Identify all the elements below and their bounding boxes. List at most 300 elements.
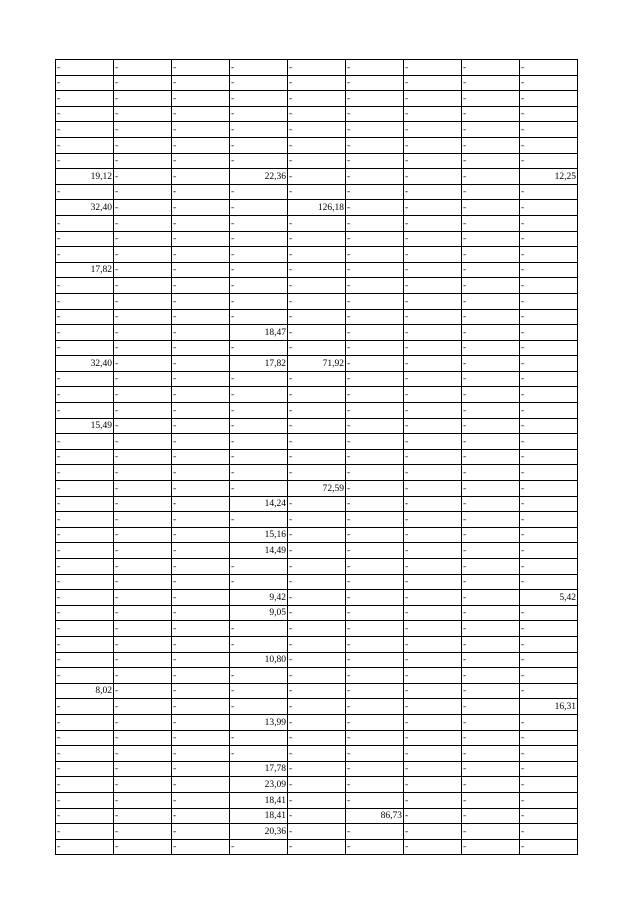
table-cell[interactable]: - <box>114 761 172 777</box>
table-cell[interactable]: - <box>346 262 404 278</box>
table-cell[interactable]: - <box>114 91 172 107</box>
table-cell[interactable]: - <box>230 153 288 169</box>
table-cell[interactable]: - <box>288 184 346 200</box>
table-cell[interactable]: - <box>56 590 114 606</box>
table-cell[interactable]: - <box>56 371 114 387</box>
table-cell[interactable]: - <box>520 730 578 746</box>
table-cell[interactable]: - <box>520 668 578 684</box>
table-cell[interactable]: - <box>114 122 172 138</box>
table-cell[interactable]: - <box>172 60 230 76</box>
table-cell[interactable]: - <box>230 106 288 122</box>
table-cell[interactable]: - <box>462 200 520 216</box>
table-cell[interactable]: - <box>56 91 114 107</box>
table-cell[interactable]: - <box>288 278 346 294</box>
table-cell[interactable]: - <box>288 590 346 606</box>
table-cell[interactable]: - <box>404 527 462 543</box>
table-cell[interactable]: - <box>288 683 346 699</box>
table-cell[interactable]: - <box>172 371 230 387</box>
table-cell[interactable]: - <box>520 293 578 309</box>
table-cell[interactable]: - <box>288 60 346 76</box>
table-cell[interactable]: - <box>462 153 520 169</box>
table-cell[interactable]: - <box>520 496 578 512</box>
table-cell[interactable]: - <box>462 371 520 387</box>
table-cell[interactable]: - <box>56 325 114 341</box>
table-cell[interactable]: - <box>230 403 288 419</box>
table-cell[interactable]: - <box>56 496 114 512</box>
table-cell[interactable]: - <box>114 839 172 855</box>
table-cell[interactable]: - <box>56 808 114 824</box>
table-cell[interactable]: - <box>56 278 114 294</box>
table-cell[interactable]: - <box>346 153 404 169</box>
table-cell[interactable]: - <box>288 730 346 746</box>
table-cell[interactable]: - <box>288 777 346 793</box>
table-cell[interactable]: - <box>172 543 230 559</box>
table-cell[interactable]: - <box>520 200 578 216</box>
table-cell[interactable]: - <box>404 792 462 808</box>
table-cell[interactable]: - <box>114 231 172 247</box>
table-cell[interactable]: - <box>56 137 114 153</box>
table-cell[interactable]: - <box>172 481 230 497</box>
table-cell[interactable]: - <box>520 636 578 652</box>
table-cell[interactable]: 16,31 <box>520 699 578 715</box>
table-cell[interactable]: - <box>230 293 288 309</box>
table-cell[interactable]: - <box>346 543 404 559</box>
table-cell[interactable]: - <box>462 262 520 278</box>
table-cell[interactable]: - <box>288 621 346 637</box>
table-cell[interactable]: - <box>404 543 462 559</box>
table-cell[interactable]: - <box>288 543 346 559</box>
table-cell[interactable]: - <box>404 262 462 278</box>
table-cell[interactable]: 9,05 <box>230 605 288 621</box>
table-cell[interactable]: - <box>404 309 462 325</box>
table-cell[interactable]: - <box>230 481 288 497</box>
table-cell[interactable]: - <box>404 746 462 762</box>
table-cell[interactable]: - <box>404 574 462 590</box>
table-cell[interactable]: - <box>172 340 230 356</box>
table-cell[interactable]: - <box>114 418 172 434</box>
table-cell[interactable]: - <box>462 574 520 590</box>
table-cell[interactable]: - <box>288 792 346 808</box>
table-cell[interactable]: - <box>114 668 172 684</box>
table-cell[interactable]: - <box>56 247 114 263</box>
table-cell[interactable]: - <box>230 730 288 746</box>
table-cell[interactable]: 71,92 <box>288 356 346 372</box>
table-cell[interactable]: - <box>404 200 462 216</box>
table-cell[interactable]: - <box>520 325 578 341</box>
table-cell[interactable]: - <box>172 605 230 621</box>
table-cell[interactable]: - <box>520 309 578 325</box>
table-cell[interactable]: 86,73 <box>346 808 404 824</box>
table-cell[interactable]: - <box>56 75 114 91</box>
table-cell[interactable]: - <box>462 309 520 325</box>
table-cell[interactable]: - <box>230 278 288 294</box>
table-cell[interactable]: - <box>520 184 578 200</box>
table-cell[interactable]: - <box>520 605 578 621</box>
table-cell[interactable]: - <box>288 465 346 481</box>
table-cell[interactable]: - <box>114 184 172 200</box>
table-cell[interactable]: - <box>462 590 520 606</box>
table-cell[interactable]: 19,12 <box>56 169 114 185</box>
table-cell[interactable]: - <box>172 215 230 231</box>
table-cell[interactable]: - <box>114 652 172 668</box>
table-cell[interactable]: - <box>404 184 462 200</box>
table-cell[interactable]: - <box>462 481 520 497</box>
table-cell[interactable]: - <box>346 683 404 699</box>
table-cell[interactable]: - <box>114 746 172 762</box>
table-cell[interactable]: - <box>462 465 520 481</box>
table-cell[interactable]: - <box>114 309 172 325</box>
table-cell[interactable]: - <box>56 465 114 481</box>
table-cell[interactable]: - <box>288 636 346 652</box>
table-cell[interactable]: - <box>230 371 288 387</box>
table-cell[interactable]: - <box>520 824 578 840</box>
table-cell[interactable]: 126,18 <box>288 200 346 216</box>
table-cell[interactable]: - <box>346 247 404 263</box>
table-cell[interactable]: - <box>520 340 578 356</box>
table-cell[interactable]: - <box>172 293 230 309</box>
table-cell[interactable]: - <box>172 683 230 699</box>
table-cell[interactable]: - <box>346 91 404 107</box>
table-cell[interactable]: 14,24 <box>230 496 288 512</box>
table-cell[interactable]: - <box>114 293 172 309</box>
table-cell[interactable]: - <box>462 247 520 263</box>
table-cell[interactable]: - <box>462 75 520 91</box>
table-cell[interactable]: - <box>520 278 578 294</box>
table-cell[interactable]: - <box>520 512 578 528</box>
table-cell[interactable]: - <box>462 387 520 403</box>
table-cell[interactable]: - <box>346 761 404 777</box>
table-cell[interactable]: - <box>172 356 230 372</box>
table-cell[interactable]: - <box>346 231 404 247</box>
table-cell[interactable]: - <box>172 699 230 715</box>
table-cell[interactable]: - <box>288 325 346 341</box>
table-cell[interactable]: - <box>230 434 288 450</box>
table-cell[interactable]: - <box>462 356 520 372</box>
table-cell[interactable]: - <box>346 325 404 341</box>
table-cell[interactable]: - <box>404 434 462 450</box>
table-cell[interactable]: - <box>520 371 578 387</box>
table-cell[interactable]: - <box>404 559 462 575</box>
table-cell[interactable]: - <box>520 683 578 699</box>
table-cell[interactable]: - <box>114 777 172 793</box>
table-cell[interactable]: - <box>462 730 520 746</box>
table-cell[interactable]: - <box>172 122 230 138</box>
table-cell[interactable]: - <box>114 465 172 481</box>
table-cell[interactable]: - <box>172 714 230 730</box>
table-cell[interactable]: - <box>346 434 404 450</box>
table-cell[interactable]: - <box>288 169 346 185</box>
table-cell[interactable]: - <box>114 356 172 372</box>
table-cell[interactable]: - <box>404 512 462 528</box>
table-cell[interactable]: - <box>520 137 578 153</box>
table-cell[interactable]: - <box>346 668 404 684</box>
table-cell[interactable]: - <box>346 215 404 231</box>
table-cell[interactable]: 13,99 <box>230 714 288 730</box>
table-cell[interactable]: - <box>114 496 172 512</box>
table-cell[interactable]: - <box>404 683 462 699</box>
table-cell[interactable]: - <box>172 106 230 122</box>
table-cell[interactable]: - <box>462 792 520 808</box>
table-cell[interactable]: - <box>462 325 520 341</box>
table-cell[interactable]: - <box>462 231 520 247</box>
table-cell[interactable]: - <box>288 808 346 824</box>
table-cell[interactable]: - <box>520 559 578 575</box>
table-cell[interactable]: - <box>288 824 346 840</box>
table-cell[interactable]: - <box>404 839 462 855</box>
table-cell[interactable]: - <box>462 293 520 309</box>
table-cell[interactable]: - <box>114 403 172 419</box>
table-cell[interactable]: - <box>230 231 288 247</box>
table-cell[interactable]: - <box>346 824 404 840</box>
table-cell[interactable]: 18,41 <box>230 792 288 808</box>
table-cell[interactable]: - <box>288 839 346 855</box>
table-cell[interactable]: - <box>230 387 288 403</box>
table-cell[interactable]: - <box>462 403 520 419</box>
table-cell[interactable]: - <box>346 574 404 590</box>
table-cell[interactable]: - <box>172 75 230 91</box>
table-cell[interactable]: - <box>56 387 114 403</box>
table-cell[interactable]: - <box>114 714 172 730</box>
table-cell[interactable]: - <box>56 60 114 76</box>
table-cell[interactable]: - <box>114 137 172 153</box>
table-cell[interactable]: - <box>462 746 520 762</box>
table-cell[interactable]: - <box>346 309 404 325</box>
table-cell[interactable]: - <box>288 559 346 575</box>
table-cell[interactable]: - <box>56 231 114 247</box>
table-cell[interactable]: 22,36 <box>230 169 288 185</box>
table-cell[interactable]: - <box>172 153 230 169</box>
table-cell[interactable]: - <box>288 605 346 621</box>
table-cell[interactable]: 17,78 <box>230 761 288 777</box>
table-cell[interactable]: - <box>56 215 114 231</box>
table-cell[interactable]: - <box>172 512 230 528</box>
table-cell[interactable]: - <box>288 215 346 231</box>
table-cell[interactable]: 15,49 <box>56 418 114 434</box>
table-cell[interactable]: - <box>230 262 288 278</box>
table-cell[interactable]: - <box>114 262 172 278</box>
table-cell[interactable]: - <box>288 91 346 107</box>
table-cell[interactable]: - <box>346 169 404 185</box>
table-cell[interactable]: - <box>230 60 288 76</box>
table-cell[interactable]: - <box>114 434 172 450</box>
table-cell[interactable]: - <box>230 418 288 434</box>
table-cell[interactable]: 8,02 <box>56 683 114 699</box>
table-cell[interactable]: 10,80 <box>230 652 288 668</box>
table-cell[interactable]: - <box>114 75 172 91</box>
table-cell[interactable]: - <box>404 418 462 434</box>
table-cell[interactable]: - <box>114 527 172 543</box>
table-cell[interactable]: - <box>230 839 288 855</box>
table-cell[interactable]: - <box>520 215 578 231</box>
table-cell[interactable]: - <box>288 449 346 465</box>
table-cell[interactable]: - <box>172 137 230 153</box>
table-cell[interactable]: - <box>56 106 114 122</box>
table-cell[interactable]: - <box>520 481 578 497</box>
table-cell[interactable]: - <box>288 247 346 263</box>
table-cell[interactable]: - <box>462 106 520 122</box>
table-cell[interactable]: - <box>56 699 114 715</box>
table-cell[interactable]: - <box>172 418 230 434</box>
table-cell[interactable]: - <box>462 184 520 200</box>
table-cell[interactable]: - <box>288 418 346 434</box>
table-cell[interactable]: - <box>462 169 520 185</box>
table-cell[interactable]: - <box>462 340 520 356</box>
table-cell[interactable]: - <box>230 247 288 263</box>
table-cell[interactable]: - <box>172 387 230 403</box>
table-cell[interactable]: - <box>114 824 172 840</box>
table-cell[interactable]: - <box>56 652 114 668</box>
table-cell[interactable]: - <box>404 215 462 231</box>
table-cell[interactable]: - <box>288 668 346 684</box>
table-cell[interactable]: - <box>172 184 230 200</box>
table-cell[interactable]: - <box>288 434 346 450</box>
table-cell[interactable]: - <box>288 761 346 777</box>
table-cell[interactable]: - <box>172 730 230 746</box>
table-cell[interactable]: - <box>56 153 114 169</box>
table-cell[interactable]: - <box>56 777 114 793</box>
table-cell[interactable]: - <box>288 746 346 762</box>
table-cell[interactable]: - <box>346 387 404 403</box>
table-cell[interactable]: - <box>520 746 578 762</box>
table-cell[interactable]: - <box>56 792 114 808</box>
table-cell[interactable]: 17,82 <box>230 356 288 372</box>
table-cell[interactable]: - <box>462 621 520 637</box>
table-cell[interactable]: 12,25 <box>520 169 578 185</box>
table-cell[interactable]: - <box>56 403 114 419</box>
table-cell[interactable]: - <box>462 777 520 793</box>
table-cell[interactable]: - <box>462 543 520 559</box>
table-cell[interactable]: - <box>230 215 288 231</box>
table-cell[interactable]: - <box>172 262 230 278</box>
table-cell[interactable]: - <box>56 184 114 200</box>
table-cell[interactable]: - <box>288 75 346 91</box>
table-cell[interactable]: - <box>462 527 520 543</box>
table-cell[interactable]: - <box>346 278 404 294</box>
table-cell[interactable]: - <box>114 60 172 76</box>
table-cell[interactable]: - <box>56 559 114 575</box>
table-cell[interactable]: - <box>172 761 230 777</box>
table-cell[interactable]: - <box>114 106 172 122</box>
table-cell[interactable]: - <box>230 340 288 356</box>
table-cell[interactable]: - <box>172 169 230 185</box>
table-cell[interactable]: - <box>288 309 346 325</box>
table-cell[interactable]: - <box>172 636 230 652</box>
table-cell[interactable]: - <box>114 200 172 216</box>
table-cell[interactable]: - <box>520 761 578 777</box>
table-cell[interactable]: - <box>230 449 288 465</box>
table-cell[interactable]: 20,36 <box>230 824 288 840</box>
table-cell[interactable]: - <box>172 590 230 606</box>
table-cell[interactable]: - <box>404 247 462 263</box>
table-cell[interactable]: - <box>114 636 172 652</box>
table-cell[interactable]: - <box>404 325 462 341</box>
table-cell[interactable]: - <box>114 325 172 341</box>
table-cell[interactable]: - <box>520 574 578 590</box>
table-cell[interactable]: - <box>288 122 346 138</box>
table-cell[interactable]: - <box>114 153 172 169</box>
table-cell[interactable]: - <box>114 387 172 403</box>
table-cell[interactable]: - <box>520 792 578 808</box>
table-cell[interactable]: 72,59 <box>288 481 346 497</box>
table-cell[interactable]: - <box>404 169 462 185</box>
table-cell[interactable]: - <box>56 293 114 309</box>
table-cell[interactable]: - <box>172 777 230 793</box>
table-cell[interactable]: - <box>230 309 288 325</box>
table-cell[interactable]: - <box>520 621 578 637</box>
table-cell[interactable]: - <box>172 746 230 762</box>
table-cell[interactable]: - <box>114 559 172 575</box>
table-cell[interactable]: - <box>404 340 462 356</box>
table-cell[interactable]: - <box>114 621 172 637</box>
table-cell[interactable]: - <box>462 60 520 76</box>
table-cell[interactable]: - <box>230 746 288 762</box>
table-cell[interactable]: - <box>56 574 114 590</box>
table-cell[interactable]: - <box>520 449 578 465</box>
table-cell[interactable]: - <box>288 574 346 590</box>
table-cell[interactable]: - <box>230 184 288 200</box>
table-cell[interactable]: - <box>404 387 462 403</box>
table-cell[interactable]: - <box>288 496 346 512</box>
table-cell[interactable]: - <box>404 231 462 247</box>
table-cell[interactable]: - <box>520 247 578 263</box>
table-cell[interactable]: - <box>404 652 462 668</box>
table-cell[interactable]: - <box>462 434 520 450</box>
table-cell[interactable]: - <box>404 356 462 372</box>
table-cell[interactable]: - <box>346 730 404 746</box>
table-cell[interactable]: 17,82 <box>56 262 114 278</box>
table-cell[interactable]: - <box>56 340 114 356</box>
table-cell[interactable]: - <box>230 683 288 699</box>
table-cell[interactable]: - <box>404 590 462 606</box>
table-cell[interactable]: - <box>172 496 230 512</box>
table-cell[interactable]: - <box>404 824 462 840</box>
table-cell[interactable]: - <box>114 169 172 185</box>
table-cell[interactable]: - <box>56 746 114 762</box>
table-cell[interactable]: - <box>230 621 288 637</box>
table-cell[interactable]: - <box>114 730 172 746</box>
table-cell[interactable]: - <box>114 808 172 824</box>
table-cell[interactable]: - <box>346 777 404 793</box>
table-cell[interactable]: - <box>114 605 172 621</box>
table-cell[interactable]: - <box>172 621 230 637</box>
table-cell[interactable]: - <box>172 668 230 684</box>
table-cell[interactable]: - <box>114 683 172 699</box>
table-cell[interactable]: - <box>404 91 462 107</box>
table-cell[interactable]: - <box>404 668 462 684</box>
table-cell[interactable]: - <box>230 699 288 715</box>
table-cell[interactable]: - <box>114 543 172 559</box>
table-cell[interactable]: - <box>56 527 114 543</box>
table-cell[interactable]: - <box>346 293 404 309</box>
table-cell[interactable]: - <box>56 824 114 840</box>
table-cell[interactable]: - <box>346 465 404 481</box>
table-cell[interactable]: - <box>462 449 520 465</box>
table-cell[interactable]: - <box>346 496 404 512</box>
table-cell[interactable]: - <box>56 839 114 855</box>
table-cell[interactable]: - <box>462 418 520 434</box>
table-cell[interactable]: - <box>56 434 114 450</box>
table-cell[interactable]: - <box>230 512 288 528</box>
table-cell[interactable]: - <box>346 106 404 122</box>
table-cell[interactable]: - <box>288 231 346 247</box>
table-cell[interactable]: - <box>404 75 462 91</box>
table-cell[interactable]: - <box>114 215 172 231</box>
table-cell[interactable]: - <box>520 153 578 169</box>
table-cell[interactable]: - <box>56 636 114 652</box>
table-cell[interactable]: - <box>520 75 578 91</box>
table-cell[interactable]: - <box>288 652 346 668</box>
table-cell[interactable]: - <box>288 699 346 715</box>
